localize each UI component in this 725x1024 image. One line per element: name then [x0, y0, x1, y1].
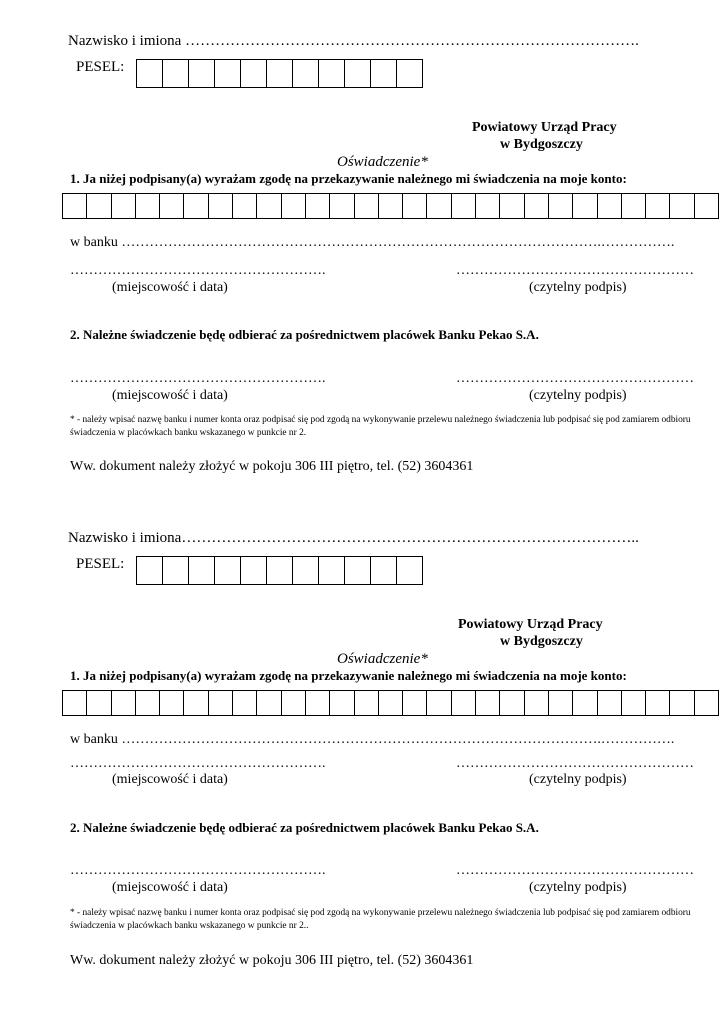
place-date-caption: (miejscowość i data) [112, 280, 228, 295]
footnote: * - należy wpisać nazwę banku i numer konta oraz podpisać się pod zgodą na wykonywanie przelewu należnego świadczenia lub podpisać się pod zamiarem odbioru świadczenia w placówkach banku wskazanego w punkcie nr 2.. [70, 908, 691, 931]
declaration-title: Oświadczenie* [337, 154, 428, 170]
footnote: * - należy wpisać nazwę banku i numer konta oraz podpisać się pod zgodą na wykonywanie przelewu należnego świadczenia lub podpisać się pod zamiarem odbioru świadczenia w placówkach banku wskazanego w punkcie nr 2. [70, 415, 691, 438]
declaration-title: Oświadczenie* [337, 651, 428, 667]
signature-caption: (czytelny podpis) [529, 772, 627, 787]
document-note: Ww. dokument należy złożyć w pokoju 306 III piętro, tel. (52) 3604361 [70, 459, 474, 474]
declaration-form-1 [0, 0, 725, 500]
name-field-label[interactable]: Nazwisko i imiona……………………………………………………………………………….. [68, 530, 639, 546]
signature-line-2[interactable]: …………………………………………… [456, 863, 694, 878]
pesel-label: PESEL: [76, 556, 125, 572]
place-date-line[interactable]: ………………………………………………. [70, 756, 326, 771]
signature-line-2[interactable]: …………………………………………… [456, 371, 694, 386]
office-city: w Bydgoszczy [500, 634, 583, 649]
point-2-text: 2. Należne świadczenie będę odbierać za pośrednictwem placówek Banku Pekao S.A. [70, 327, 539, 342]
office-name: Powiatowy Urząd Pracy [458, 617, 603, 632]
signature-line[interactable]: …………………………………………… [456, 263, 694, 278]
account-number-boxes[interactable] [63, 193, 719, 219]
pesel-input-boxes[interactable] [137, 59, 423, 88]
name-field-label[interactable]: Nazwisko i imiona ………………………………………………………………………………. [68, 33, 639, 49]
bank-name-field[interactable]: w banku ………………………………………………………………………………………….……………. [70, 235, 675, 250]
place-date-caption: (miejscowość i data) [112, 772, 228, 787]
signature-caption-2: (czytelny podpis) [529, 388, 627, 403]
signature-caption: (czytelny podpis) [529, 280, 627, 295]
point-1-text: 1. Ja niżej podpisany(a) wyrażam zgodę na przekazywanie należnego mi świadczenia na moje konto: [70, 171, 627, 186]
office-city: w Bydgoszczy [500, 137, 583, 152]
place-date-caption-2: (miejscowość i data) [112, 388, 228, 403]
account-number-boxes[interactable] [63, 690, 719, 716]
place-date-line-2[interactable]: ………………………………………………. [70, 863, 326, 878]
declaration-form-2 [0, 497, 725, 997]
place-date-line[interactable]: ………………………………………………. [70, 263, 326, 278]
pesel-label: PESEL: [76, 59, 125, 75]
bank-name-field[interactable]: w banku ………………………………………………………………………………………….……………. [70, 732, 675, 747]
point-1-text: 1. Ja niżej podpisany(a) wyrażam zgodę na przekazywanie należnego mi świadczenia na moje konto: [70, 668, 627, 683]
pesel-input-boxes[interactable] [137, 556, 423, 585]
document-note: Ww. dokument należy złożyć w pokoju 306 III piętro, tel. (52) 3604361 [70, 953, 474, 968]
signature-line[interactable]: …………………………………………… [456, 756, 694, 771]
place-date-caption-2: (miejscowość i data) [112, 880, 228, 895]
signature-caption-2: (czytelny podpis) [529, 880, 627, 895]
point-2-text: 2. Należne świadczenie będę odbierać za pośrednictwem placówek Banku Pekao S.A. [70, 820, 539, 835]
place-date-line-2[interactable]: ………………………………………………. [70, 371, 326, 386]
office-name: Powiatowy Urząd Pracy [472, 120, 617, 135]
